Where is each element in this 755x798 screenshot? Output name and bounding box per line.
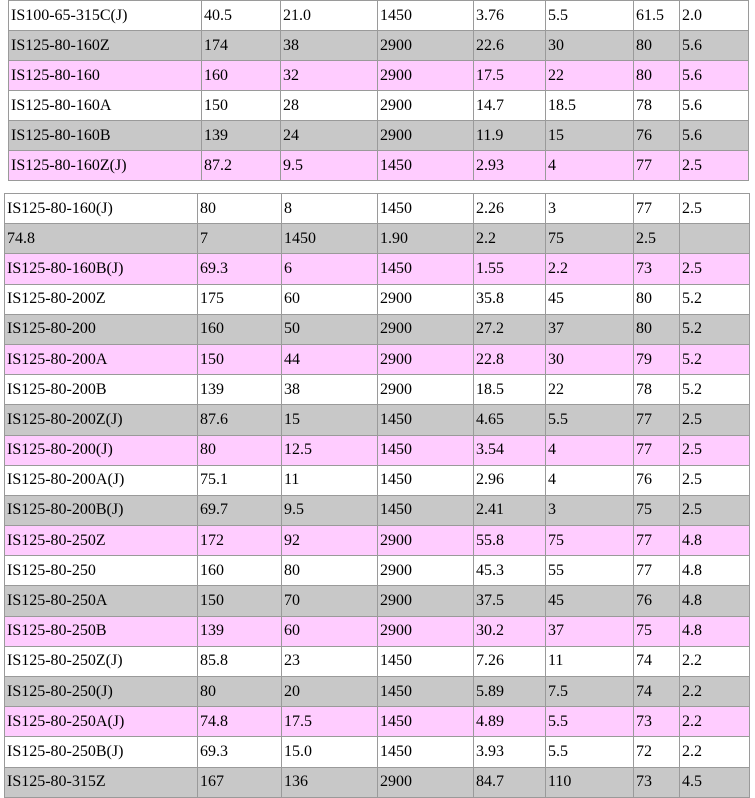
model-cell: IS125-80-250 <box>5 556 198 586</box>
value-cell: 77 <box>634 194 680 224</box>
model-cell: IS125-80-160 <box>9 61 202 91</box>
value-cell: 55.8 <box>474 526 546 556</box>
value-cell: 70 <box>282 586 378 616</box>
value-cell: 5.6 <box>680 31 749 61</box>
value-cell: 85.8 <box>198 646 282 676</box>
table-row <box>5 224 750 254</box>
table-row <box>9 1 749 31</box>
value-cell: 160 <box>202 61 281 91</box>
table-row <box>9 121 749 151</box>
value-cell: 175 <box>198 284 282 314</box>
value-cell: 4.65 <box>474 405 546 435</box>
table-row <box>5 526 750 556</box>
value-cell: 3.93 <box>474 737 546 767</box>
table-row <box>9 91 749 121</box>
value-cell: 5.2 <box>680 344 750 374</box>
value-cell: 1450 <box>378 707 474 737</box>
model-cell: IS125-80-160B(J) <box>5 254 198 284</box>
value-cell: 5.5 <box>546 1 634 31</box>
value-cell: 2.41 <box>474 495 546 525</box>
model-cell: IS100-65-315C(J) <box>9 1 202 31</box>
value-cell: 6 <box>282 254 378 284</box>
value-cell: 77 <box>634 556 680 586</box>
value-cell: 2.5 <box>634 224 680 254</box>
value-cell: 75 <box>634 616 680 646</box>
value-cell: 87.6 <box>198 405 282 435</box>
value-cell: 12.5 <box>282 435 378 465</box>
table-row <box>5 254 750 284</box>
model-cell: IS125-80-200B <box>5 375 198 405</box>
value-cell: 2900 <box>378 616 474 646</box>
value-cell: 37 <box>546 616 634 646</box>
model-cell: IS125-80-315Z <box>5 767 198 797</box>
value-cell: 2900 <box>378 586 474 616</box>
value-cell: 1450 <box>378 495 474 525</box>
pump-spec-table-top <box>8 0 749 181</box>
value-cell: 1450 <box>378 1 474 31</box>
value-cell: 1450 <box>378 737 474 767</box>
model-cell: IS125-80-250B <box>5 616 198 646</box>
value-cell: 5.2 <box>680 284 750 314</box>
value-cell: 20 <box>282 677 378 707</box>
table-row <box>5 677 750 707</box>
value-cell: 37 <box>546 314 634 344</box>
model-cell: 74.8 <box>5 224 198 254</box>
value-cell: 11.9 <box>474 121 546 151</box>
value-cell: 5.89 <box>474 677 546 707</box>
model-cell: IS125-80-200B(J) <box>5 495 198 525</box>
value-cell: 69.3 <box>198 254 282 284</box>
table-row <box>9 31 749 61</box>
value-cell: 5.6 <box>680 61 749 91</box>
value-cell: 4 <box>546 435 634 465</box>
value-cell: 80 <box>634 284 680 314</box>
value-cell: 69.7 <box>198 495 282 525</box>
value-cell: 75.1 <box>198 465 282 495</box>
value-cell: 1450 <box>378 151 474 181</box>
value-cell: 5.5 <box>546 737 634 767</box>
value-cell: 2.5 <box>680 465 750 495</box>
value-cell: 2.2 <box>680 737 750 767</box>
value-cell: 1450 <box>378 646 474 676</box>
value-cell: 3 <box>546 495 634 525</box>
value-cell: 1450 <box>282 224 378 254</box>
value-cell: 77 <box>634 405 680 435</box>
table-row <box>5 586 750 616</box>
value-cell: 4.89 <box>474 707 546 737</box>
value-cell: 73 <box>634 707 680 737</box>
value-cell: 2900 <box>378 314 474 344</box>
table-row <box>5 284 750 314</box>
value-cell: 72 <box>634 737 680 767</box>
value-cell: 30.2 <box>474 616 546 646</box>
value-cell: 18.5 <box>546 91 634 121</box>
value-cell: 11 <box>546 646 634 676</box>
value-cell: 17.5 <box>282 707 378 737</box>
value-cell: 77 <box>634 526 680 556</box>
model-cell: IS125-80-200Z(J) <box>5 405 198 435</box>
value-cell: 9.5 <box>281 151 378 181</box>
value-cell: 2.5 <box>680 405 750 435</box>
value-cell: 24 <box>281 121 378 151</box>
value-cell: 50 <box>282 314 378 344</box>
value-cell: 80 <box>634 61 680 91</box>
value-cell: 75 <box>634 495 680 525</box>
value-cell: 45 <box>546 284 634 314</box>
value-cell: 80 <box>198 435 282 465</box>
value-cell: 1.55 <box>474 254 546 284</box>
value-cell: 150 <box>198 586 282 616</box>
value-cell: 3.76 <box>474 1 546 31</box>
value-cell: 2900 <box>378 91 474 121</box>
value-cell: 4 <box>546 465 634 495</box>
value-cell: 14.7 <box>474 91 546 121</box>
model-cell: IS125-80-200A <box>5 344 198 374</box>
table-row <box>9 61 749 91</box>
value-cell: 61.5 <box>634 1 680 31</box>
value-cell: 2900 <box>378 284 474 314</box>
value-cell: 2900 <box>378 375 474 405</box>
value-cell: 1450 <box>378 194 474 224</box>
model-cell: IS125-80-250Z <box>5 526 198 556</box>
value-cell: 2.26 <box>474 194 546 224</box>
value-cell: 76 <box>634 586 680 616</box>
table-row <box>5 194 750 224</box>
model-cell: IS125-80-200A(J) <box>5 465 198 495</box>
value-cell: 2.5 <box>680 194 750 224</box>
pump-spec-table-bottom <box>4 193 750 798</box>
value-cell: 77 <box>634 435 680 465</box>
value-cell: 32 <box>281 61 378 91</box>
value-cell: 22.8 <box>474 344 546 374</box>
value-cell: 30 <box>546 344 634 374</box>
value-cell: 4 <box>546 151 634 181</box>
table-row <box>9 151 749 181</box>
value-cell: 55 <box>546 556 634 586</box>
value-cell: 5.6 <box>680 121 749 151</box>
table-row <box>5 495 750 525</box>
model-cell: IS125-80-250B(J) <box>5 737 198 767</box>
table-row <box>5 435 750 465</box>
value-cell: 76 <box>634 465 680 495</box>
value-cell: 23 <box>282 646 378 676</box>
model-cell: IS125-80-200 <box>5 314 198 344</box>
value-cell: 172 <box>198 526 282 556</box>
value-cell: 80 <box>198 194 282 224</box>
value-cell: 87.2 <box>202 151 281 181</box>
value-cell: 28 <box>281 91 378 121</box>
model-cell: IS125-80-200Z <box>5 284 198 314</box>
value-cell: 5.5 <box>546 405 634 435</box>
value-cell: 27.2 <box>474 314 546 344</box>
value-cell: 22.6 <box>474 31 546 61</box>
value-cell: 2.2 <box>680 646 750 676</box>
value-cell: 74 <box>634 646 680 676</box>
value-cell: 150 <box>198 344 282 374</box>
value-cell: 1450 <box>378 254 474 284</box>
value-cell: 75 <box>546 224 634 254</box>
value-cell: 22 <box>546 375 634 405</box>
value-cell: 15 <box>282 405 378 435</box>
value-cell: 73 <box>634 767 680 797</box>
value-cell: 2.2 <box>680 677 750 707</box>
value-cell: 2900 <box>378 556 474 586</box>
value-cell: 80 <box>282 556 378 586</box>
value-cell: 80 <box>634 314 680 344</box>
value-cell: 3.54 <box>474 435 546 465</box>
value-cell: 8 <box>282 194 378 224</box>
value-cell: 60 <box>282 616 378 646</box>
model-cell: IS125-80-250Z(J) <box>5 646 198 676</box>
model-cell: IS125-80-250A <box>5 586 198 616</box>
value-cell: 60 <box>282 284 378 314</box>
table-row <box>5 314 750 344</box>
table-row <box>5 405 750 435</box>
table-row <box>5 767 750 797</box>
value-cell: 15 <box>546 121 634 151</box>
value-cell: 139 <box>202 121 281 151</box>
value-cell: 37.5 <box>474 586 546 616</box>
value-cell: 2.5 <box>680 254 750 284</box>
table-row <box>5 737 750 767</box>
value-cell: 2.5 <box>680 495 750 525</box>
value-cell: 21.0 <box>281 1 378 31</box>
value-cell: 75 <box>546 526 634 556</box>
value-cell: 2900 <box>378 767 474 797</box>
value-cell: 160 <box>198 556 282 586</box>
value-cell: 5.2 <box>680 375 750 405</box>
value-cell: 167 <box>198 767 282 797</box>
value-cell: 174 <box>202 31 281 61</box>
value-cell: 1450 <box>378 405 474 435</box>
value-cell: 110 <box>546 767 634 797</box>
value-cell: 1450 <box>378 677 474 707</box>
value-cell: 80 <box>634 31 680 61</box>
value-cell: 15.0 <box>282 737 378 767</box>
model-cell: IS125-80-160A <box>9 91 202 121</box>
value-cell: 2.0 <box>680 1 749 31</box>
value-cell: 9.5 <box>282 495 378 525</box>
value-cell: 2900 <box>378 61 474 91</box>
value-cell: 84.7 <box>474 767 546 797</box>
value-cell: 4.8 <box>680 526 750 556</box>
value-cell: 5.6 <box>680 91 749 121</box>
model-cell: IS125-80-160Z(J) <box>9 151 202 181</box>
value-cell: 2900 <box>378 31 474 61</box>
value-cell: 2.93 <box>474 151 546 181</box>
table-row <box>5 556 750 586</box>
value-cell: 22 <box>546 61 634 91</box>
value-cell: 35.8 <box>474 284 546 314</box>
value-cell: 74 <box>634 677 680 707</box>
value-cell: 78 <box>634 375 680 405</box>
table-row <box>5 616 750 646</box>
model-cell: IS125-80-250A(J) <box>5 707 198 737</box>
value-cell: 80 <box>198 677 282 707</box>
value-cell: 2.5 <box>680 151 749 181</box>
value-cell: 136 <box>282 767 378 797</box>
value-cell: 45.3 <box>474 556 546 586</box>
value-cell: 2.96 <box>474 465 546 495</box>
model-cell: IS125-80-250(J) <box>5 677 198 707</box>
value-cell: 2.2 <box>546 254 634 284</box>
value-cell: 5.2 <box>680 314 750 344</box>
value-cell <box>680 224 750 254</box>
value-cell: 7 <box>198 224 282 254</box>
value-cell: 2900 <box>378 344 474 374</box>
table-row <box>5 344 750 374</box>
value-cell: 2900 <box>378 526 474 556</box>
value-cell: 139 <box>198 375 282 405</box>
value-cell: 44 <box>282 344 378 374</box>
value-cell: 76 <box>634 121 680 151</box>
value-cell: 2900 <box>378 121 474 151</box>
value-cell: 1450 <box>378 465 474 495</box>
value-cell: 74.8 <box>198 707 282 737</box>
table-row <box>5 465 750 495</box>
table-row <box>5 375 750 405</box>
value-cell: 17.5 <box>474 61 546 91</box>
value-cell: 92 <box>282 526 378 556</box>
value-cell: 73 <box>634 254 680 284</box>
value-cell: 1.90 <box>378 224 474 254</box>
value-cell: 1450 <box>378 435 474 465</box>
value-cell: 7.26 <box>474 646 546 676</box>
value-cell: 77 <box>634 151 680 181</box>
value-cell: 38 <box>282 375 378 405</box>
value-cell: 40.5 <box>202 1 281 31</box>
value-cell: 79 <box>634 344 680 374</box>
value-cell: 30 <box>546 31 634 61</box>
value-cell: 2.5 <box>680 435 750 465</box>
value-cell: 5.5 <box>546 707 634 737</box>
value-cell: 38 <box>281 31 378 61</box>
value-cell: 78 <box>634 91 680 121</box>
value-cell: 4.5 <box>680 767 750 797</box>
value-cell: 160 <box>198 314 282 344</box>
model-cell: IS125-80-200(J) <box>5 435 198 465</box>
value-cell: 18.5 <box>474 375 546 405</box>
table-row <box>5 707 750 737</box>
value-cell: 3 <box>546 194 634 224</box>
model-cell: IS125-80-160(J) <box>5 194 198 224</box>
value-cell: 2.2 <box>474 224 546 254</box>
value-cell: 139 <box>198 616 282 646</box>
value-cell: 11 <box>282 465 378 495</box>
value-cell: 2.2 <box>680 707 750 737</box>
table-row <box>5 646 750 676</box>
value-cell: 4.8 <box>680 616 750 646</box>
value-cell: 4.8 <box>680 586 750 616</box>
value-cell: 4.8 <box>680 556 750 586</box>
model-cell: IS125-80-160Z <box>9 31 202 61</box>
value-cell: 150 <box>202 91 281 121</box>
value-cell: 69.3 <box>198 737 282 767</box>
model-cell: IS125-80-160B <box>9 121 202 151</box>
value-cell: 45 <box>546 586 634 616</box>
value-cell: 7.5 <box>546 677 634 707</box>
